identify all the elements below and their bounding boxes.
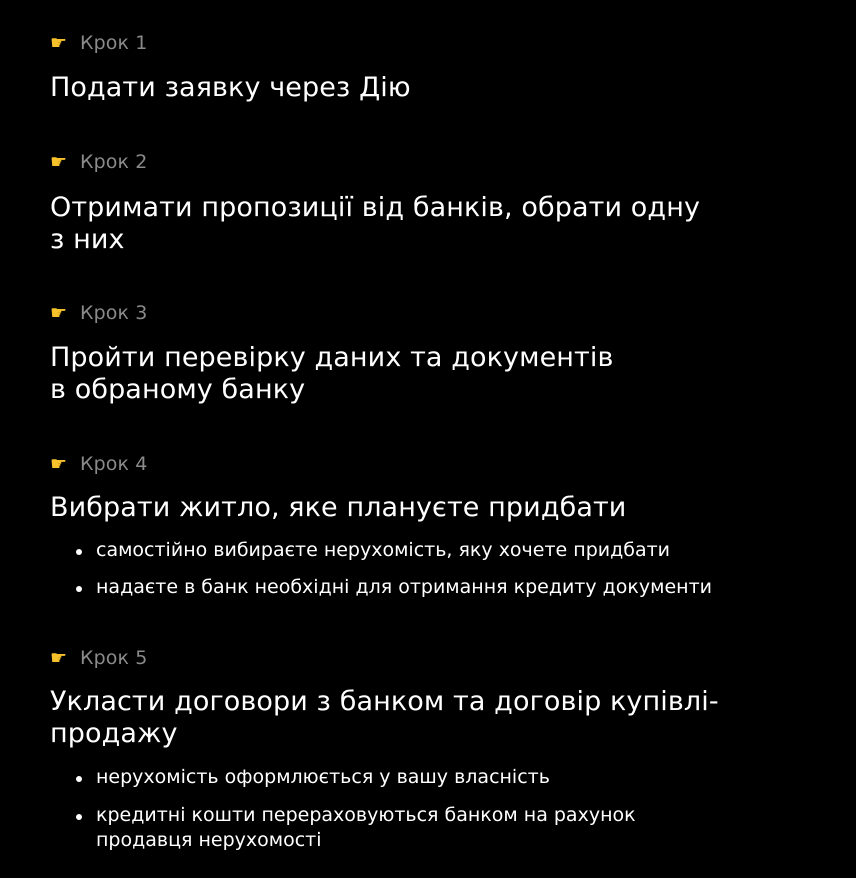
step-2 [50,150,810,256]
step-3 [50,301,810,406]
step-title-line: з них [50,224,125,255]
step-title-line: в обраному банку [50,374,306,405]
step-label [50,150,810,174]
pointing-hand-icon: ☛ [50,302,68,324]
step-label-text: Крок 4 [80,453,148,475]
step-label-text: Крок 3 [80,302,148,324]
step-label [50,452,810,476]
step-title-line: продажу [50,718,178,749]
bullet-list [50,765,810,853]
step-1 [50,31,810,104]
step-label-text: Крок 2 [80,151,148,173]
step-title [50,686,810,750]
pointing-hand-icon: ☛ [50,151,68,173]
bullet-item: надаєте в банк необхідні для отримання кредиту документи [73,575,810,600]
step-title: Вибрати житло, яке плануєте придбати [50,492,627,523]
bullet-item: нерухомість оформлюється у вашу власність [73,765,810,790]
bullet-item: самостійно вибираєте нерухомість, яку хочете придбати [73,538,810,563]
bullet-line: продавця нерухомості [96,829,322,851]
step-5 [50,646,810,853]
step-title [50,342,810,406]
step-title [50,192,810,256]
step-label [50,301,810,325]
step-title: Подати заявку через Дію [50,72,411,103]
step-label [50,646,810,670]
step-title-line: Укласти договори з банком та договір купівлі- [50,686,719,717]
step-label [50,31,810,55]
bullet-list [50,538,810,600]
step-title-line: Отримати пропозиції від банків, обрати одну [50,192,701,223]
step-label-text: Крок 1 [80,32,148,54]
bullet-item [73,803,810,853]
step-4 [50,452,810,600]
step-title-line: Пройти перевірку даних та документів [50,342,614,373]
step-label-text: Крок 5 [80,647,148,669]
pointing-hand-icon: ☛ [50,453,68,475]
pointing-hand-icon: ☛ [50,647,68,669]
bullet-line: кредитні кошти перераховуються банком на рахунок [96,804,636,826]
pointing-hand-icon: ☛ [50,32,68,54]
